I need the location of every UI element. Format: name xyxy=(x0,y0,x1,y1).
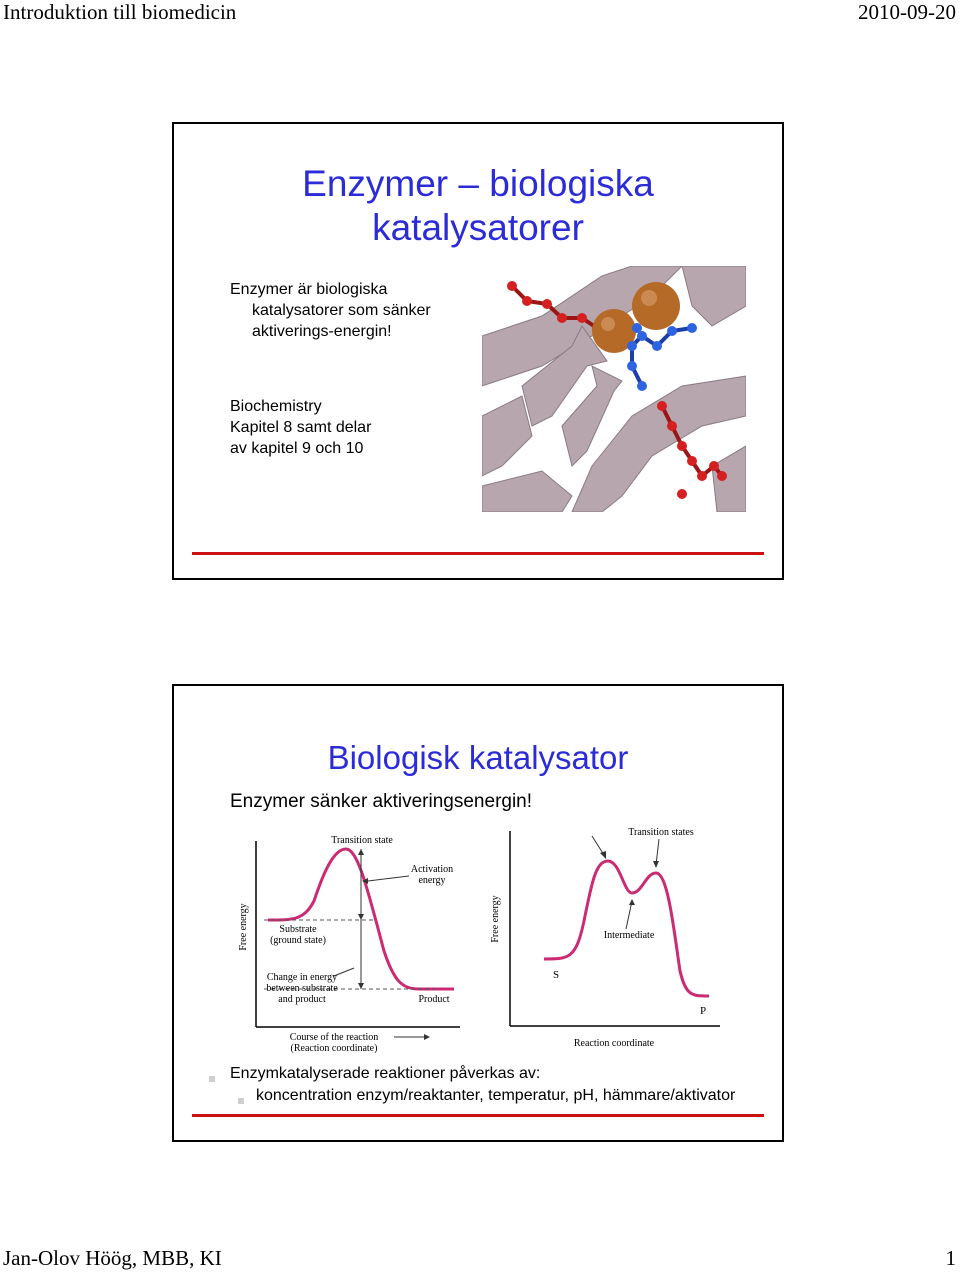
reaction-coordinate-label: Reaction coordinate xyxy=(573,1038,655,1049)
substrate-label-1: Substrate xyxy=(279,924,317,935)
x-axis-label-2: (Reaction coordinate) xyxy=(290,1043,378,1054)
intro-line-2: katalysatorer som sänker xyxy=(252,302,431,319)
slide-2 xyxy=(172,684,784,1142)
product-p-label: P xyxy=(699,1005,707,1017)
slide-2-divider xyxy=(192,1114,764,1117)
substrate-label-2: (ground state) xyxy=(270,935,326,946)
intro-line-3: aktiverings-energin! xyxy=(252,323,392,340)
reference-line-2: Kapitel 8 samt delar xyxy=(230,419,372,436)
bullet-marker-1 xyxy=(209,1076,215,1082)
free-energy-axis-label: Free energy xyxy=(238,903,249,951)
slide-1-title-line2: katalysatorer xyxy=(372,207,584,248)
slide-1-intro-text xyxy=(230,279,431,342)
page-header-title: Introduktion till biomedicin xyxy=(3,0,237,24)
activation-energy-label-1: Activation xyxy=(410,864,454,875)
energy-diagram-uncatalyzed xyxy=(234,831,464,1061)
slide-2-subtitle: Enzymer sänker aktiveringsenergin! xyxy=(230,791,533,812)
activation-energy-label-2: energy xyxy=(418,875,446,886)
transition-state-label: Transition state xyxy=(331,835,393,846)
page-footer-author: Jan-Olov Höög, MBB, KI xyxy=(3,1246,222,1270)
bullet-marker-2 xyxy=(238,1098,244,1104)
substrate-s-label: S xyxy=(552,969,560,981)
change-label-1: Change in energy xyxy=(266,972,338,983)
slide-1-title xyxy=(174,162,782,250)
reference-line-1: Biochemistry xyxy=(230,398,322,415)
energy-diagram-catalyzed xyxy=(484,821,724,1051)
product-label: Product xyxy=(418,994,450,1005)
slide-1-title-line1: Enzymer – biologiska xyxy=(302,163,654,204)
slide-1 xyxy=(172,122,784,580)
transition-states-label: Transition states xyxy=(628,827,694,838)
slide-1-reference-text xyxy=(230,396,371,459)
intermediate-label: Intermediate xyxy=(603,930,655,941)
page-number: 1 xyxy=(945,1246,956,1270)
bullet-2: koncentration enzym/reaktanter, temperatur, pH, hämmare/aktivator xyxy=(256,1087,736,1104)
free-energy-axis-label-right: Free energy xyxy=(490,895,501,943)
page-header-date: 2010-09-20 xyxy=(858,0,956,24)
reference-line-3: av kapitel 9 och 10 xyxy=(230,440,364,457)
change-label-2: between substrate xyxy=(266,983,338,994)
slide-2-title: Biologisk katalysator xyxy=(327,739,629,776)
bullet-1: Enzymkatalyserade reaktioner påverkas av: xyxy=(230,1065,541,1082)
x-axis-label-1: Course of the reaction xyxy=(289,1032,379,1043)
change-label-3: and product xyxy=(278,994,326,1005)
intro-line-1: Enzymer är biologiska xyxy=(230,281,388,298)
protein-structure-image xyxy=(482,266,746,512)
slide-1-divider xyxy=(192,552,764,555)
